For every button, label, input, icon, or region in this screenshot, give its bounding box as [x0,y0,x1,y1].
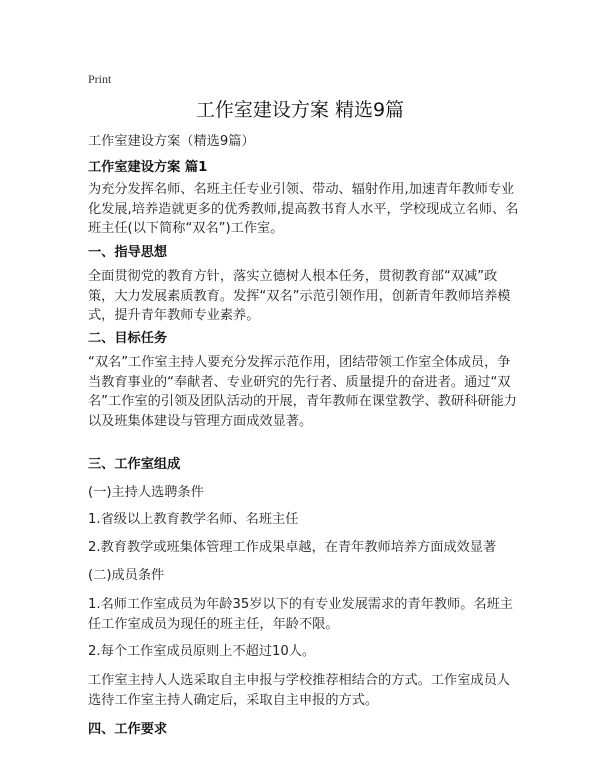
intro-paragraph: 为充分发挥名师、名班主任专业引领、带动、辐射作用,加速青年教师专业化发展,培养造就更多的优秀教师,提高教书育人水平，学校现成立名师、名班主任(以下简称“双名”)工作室。 [88,182,519,236]
paragraph-guiding-thought: 全面贯彻党的教育方针，落实立德树人根本任务，贯彻教育部“双减”政策，大力发展素质教育。发挥“双名”示范引领作用，创新青年教师培养模式，提升青年教师专业素养。 [88,269,511,323]
heading-requirements: 四、工作要求 [88,722,168,737]
page-title: 工作室建设方案 精选9篇 [195,99,405,121]
list-item: 1.名师工作室成员为年龄35岁以下的有专业发展需求的青年教师。名班主任工作室成员为现任的班主任，年龄不限。 [88,597,513,632]
heading-composition: 三、工作室组成 [88,457,181,472]
subheading-member-conditions: (二)成员条件 [88,568,165,583]
heading-goals: 二、目标任务 [88,331,168,346]
paragraph-selection: 工作室主持人人选采取自主申报与学校推荐相结合的方式。工作室成员人选待工作室主持人确定后，采取自主申报的方式。 [88,673,510,708]
list-item: 2.教育教学或班集体管理工作成果卓越，在青年教师培养方面成效显著 [88,540,497,555]
print-link[interactable]: Print [88,72,112,86]
section-heading: 工作室建设方案 篇1 [88,160,208,175]
heading-guiding-thought: 一、指导思想 [88,245,168,260]
list-item: 2.每个工作室成员原则上不超过10人。 [88,644,316,659]
subtitle: 工作室建设方案（精选9篇） [88,134,255,149]
paragraph-goals: “双名”工作室主持人要充分发挥示范作用，团结带领工作室全体成员，争当教育事业的“奉献者、专业研究的先行者、质量提升的奋进者。通过“双名”工作室的引领及团队活动的开展，青年教师在课堂教学、教研科研能力以及班集体建设与管理方面成效显著。 [88,355,517,429]
subheading-host-conditions: (一)主持人选聘条件 [88,485,204,500]
list-item: 1.省级以上教育教学名师、名班主任 [88,512,299,527]
